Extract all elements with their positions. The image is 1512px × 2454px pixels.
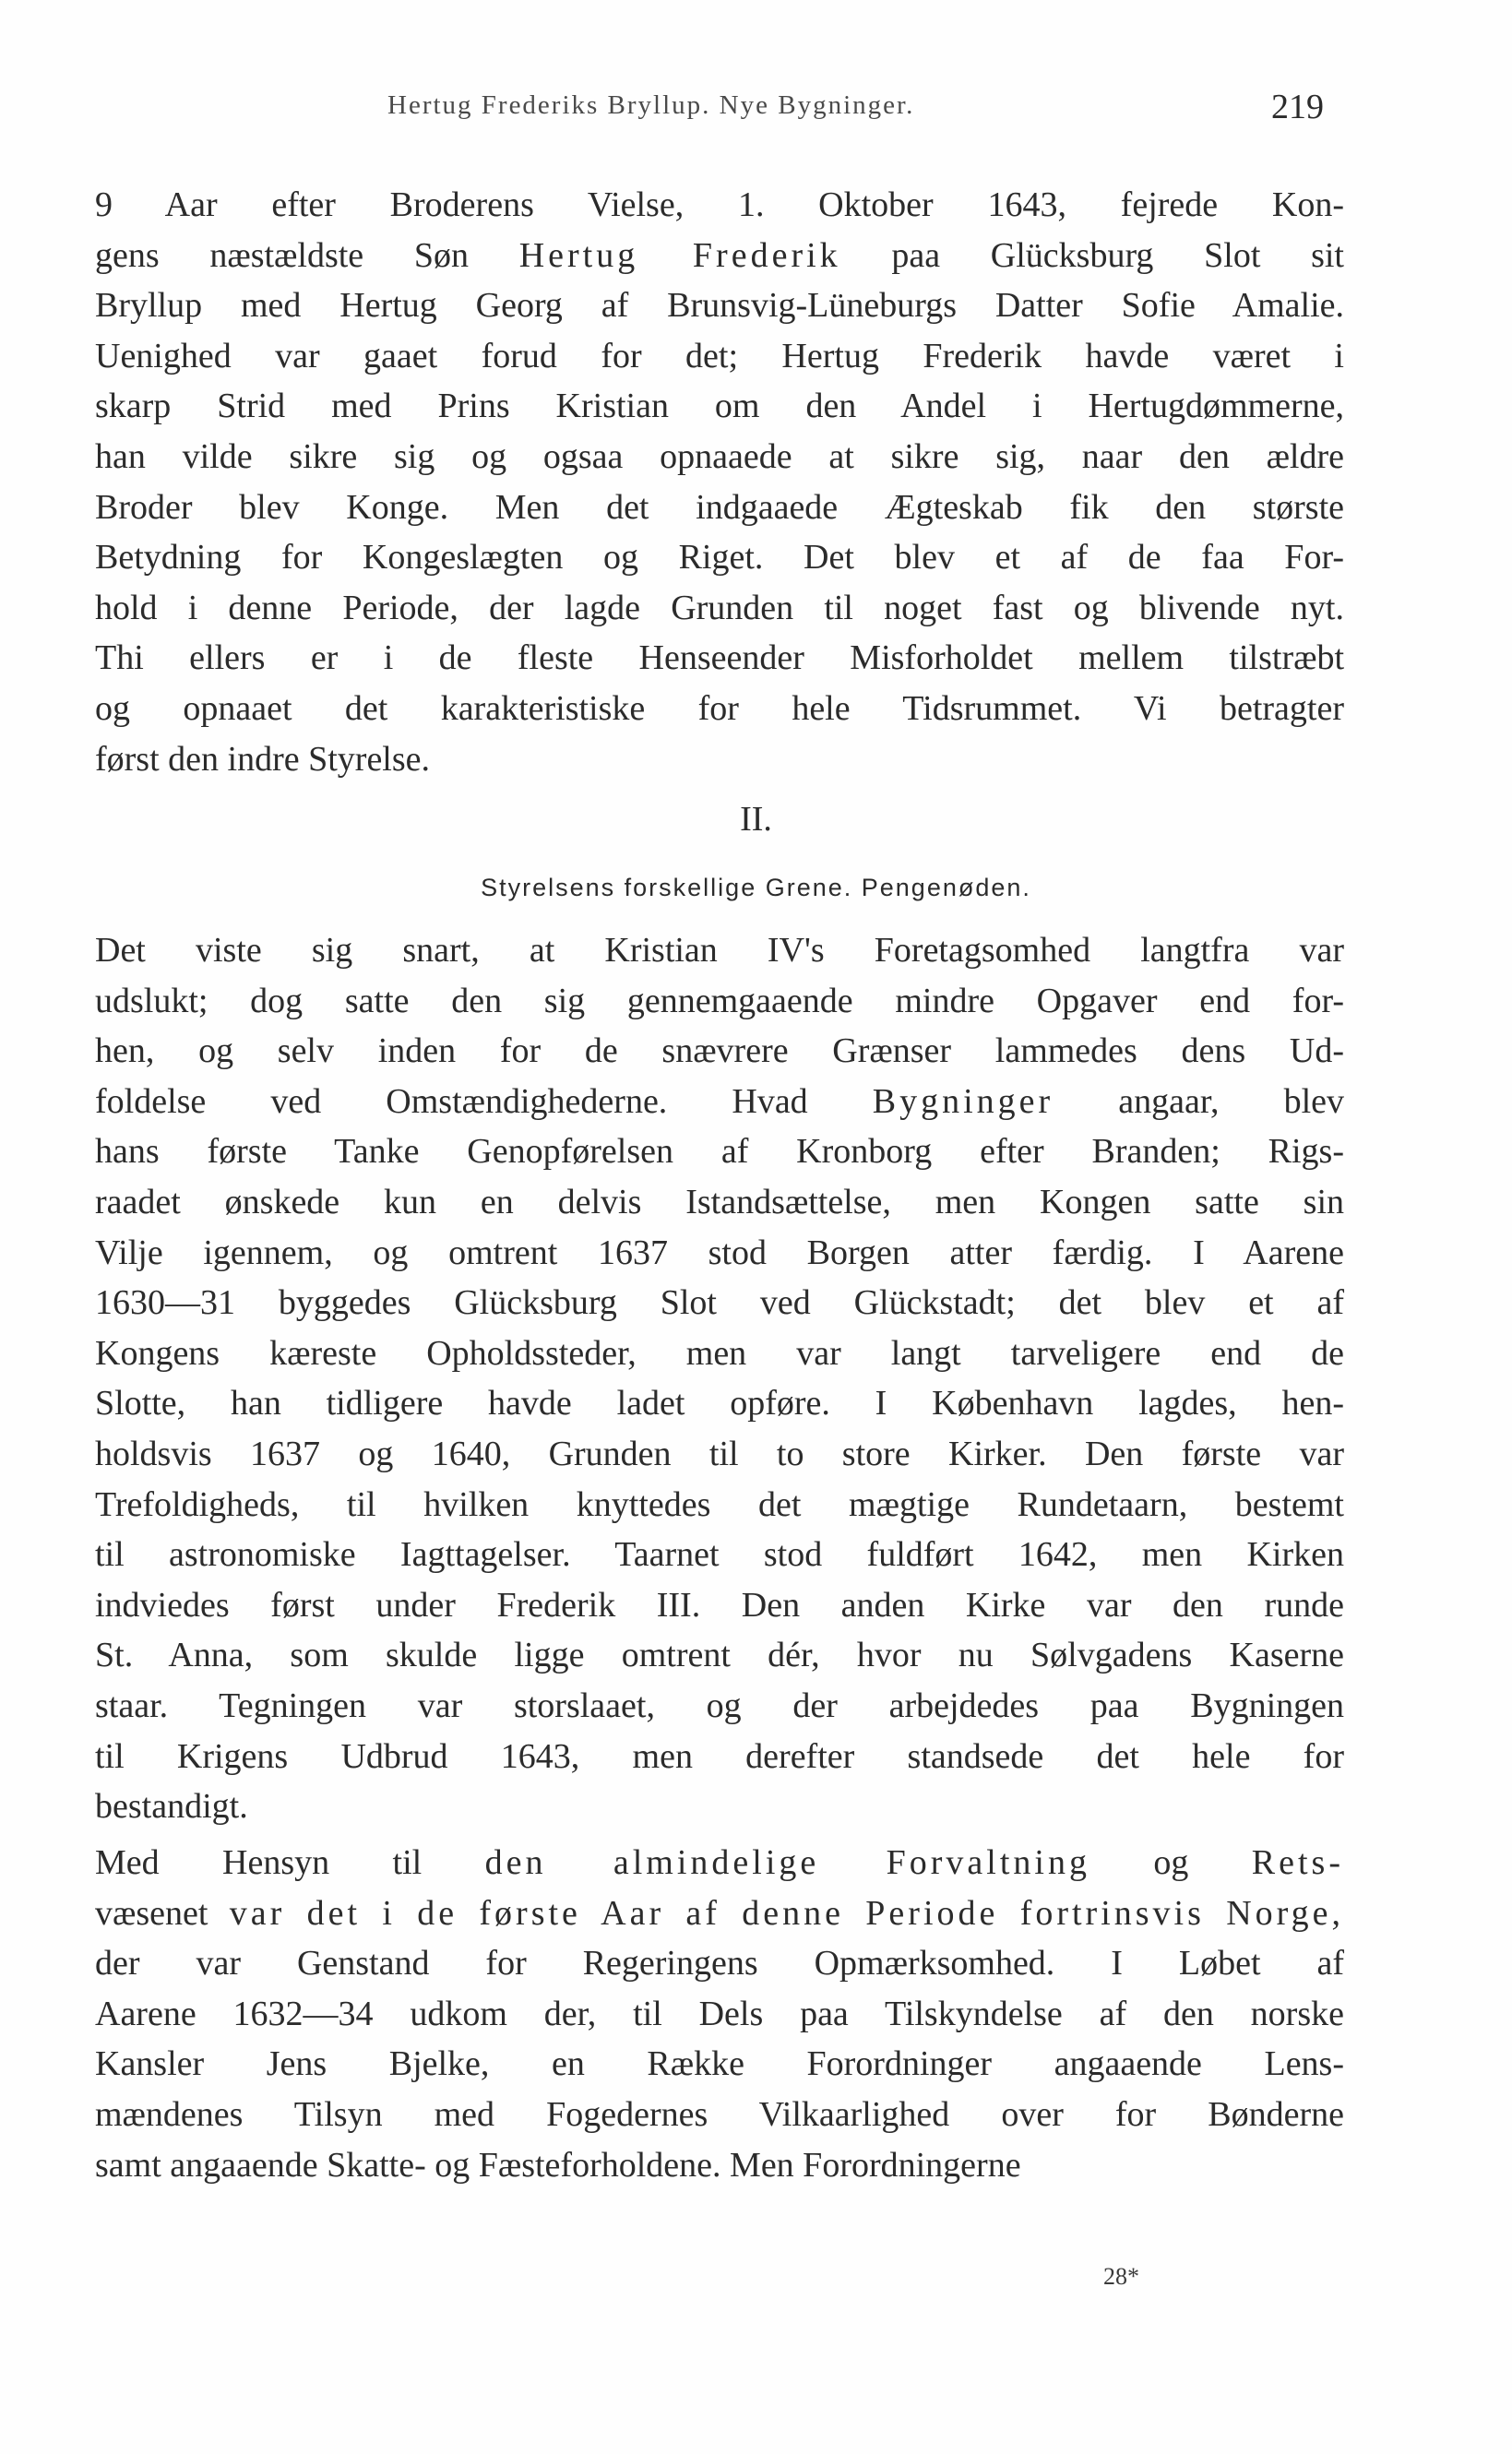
section-heading: Styrelsens forskellige Grene. Pengenøden. <box>481 874 1031 901</box>
text-line: holdsvis 1637 og 1640, Grunden til to store Kirker. Den første var <box>95 1434 1344 1473</box>
text-line: Kongens kæreste Opholdssteder, men var langt tarveligere end de <box>95 1333 1344 1373</box>
text-line: bestandigt. <box>95 1787 248 1827</box>
signature-mark: 28* <box>1103 2263 1139 2290</box>
page-number: 219 <box>1271 88 1324 126</box>
paragraph-2 <box>95 925 1344 1832</box>
text-line: indviedes først under Frederik III. Den anden Kirke var den runde <box>95 1585 1344 1625</box>
text-line: til astronomiske Iagttagelser. Taarnet stod fuldført 1642, men Kirken <box>95 1535 1344 1575</box>
text-line: Betydning for Kongeslægten og Riget. Det blev et af de faa For- <box>95 538 1344 578</box>
spaced-emphasis: Bygninger <box>872 1081 1054 1121</box>
text-line: Uenighed var gaaet forud for det; Hertug Frederik havde været i <box>95 336 1344 375</box>
paragraph-3 <box>95 1838 1344 2190</box>
text-line: Trefoldigheds, til hvilken knyttedes det mægtige Rundetaarn, bestemt <box>95 1484 1344 1524</box>
text-line: væsenet var det i de første Aar af denne Periode fortrinsvis Norge, <box>95 1893 1344 1933</box>
text-line: han vilde sikre sig og ogsaa opnaaede at sikre sig, naar den ældre <box>95 436 1344 476</box>
text-line: Det viste sig snart, at Kristian IV's Foretagsomhed langtfra var <box>95 931 1344 970</box>
text-line: hold i denne Periode, der lagde Grunden til noget fast og blivende nyt. <box>95 588 1344 627</box>
spaced-emphasis: Hertug Frederik <box>518 235 841 275</box>
text-line: udslukt; dog satte den sig gennemgaaende mindre Opgaver end for- <box>95 981 1344 1020</box>
text-line: raadet ønskede kun en delvis Istandsættelse, men Kongen satte sin <box>95 1182 1344 1221</box>
text-line: Broder blev Konge. Men det indgaaede Ægteskab fik den største <box>95 487 1344 527</box>
text-line: 1630—31 byggedes Glücksburg Slot ved Glückstadt; det blev et af <box>95 1283 1344 1323</box>
text-line: først den indre Styrelse. <box>95 739 431 779</box>
running-title: Hertug Frederiks Bryllup. Nye Bygninger. <box>387 90 915 120</box>
text-line: Thi ellers er i de fleste Henseender Misforholdet mellem tilstræbt <box>95 638 1344 678</box>
text-line: gens næstældste Søn Hertug Frederik paa Glücksburg Slot sit <box>95 235 1344 275</box>
spaced-emphasis: var det i de første Aar af denne Periode fortrinsvis Norge, <box>208 1893 1344 1933</box>
text-line: samt angaaende Skatte- og Fæsteforholdene. Men Forordningerne <box>95 2145 1021 2185</box>
text-line: foldelse ved Omstændighederne. Hvad Bygninger angaar, blev <box>95 1081 1345 1121</box>
running-head <box>0 90 1512 137</box>
spaced-emphasis: den almindelige Forvaltning <box>484 1843 1090 1882</box>
text-line: Bryllup med Hertug Georg af Brunsvig-Lüneburgs Datter Sofie Amalie. <box>95 286 1344 326</box>
text-line: hans første Tanke Genopførelsen af Kronborg efter Branden; Rigs- <box>95 1132 1344 1172</box>
text-line: Aarene 1632—34 udkom der, til Dels paa Tilskyndelse af den norske <box>95 1994 1344 2033</box>
text-line: til Krigens Udbrud 1643, men derefter standsede det hele for <box>95 1736 1344 1776</box>
text-line: der var Genstand for Regeringens Opmærksomhed. I Løbet af <box>95 1944 1344 1983</box>
text-line: Kansler Jens Bjelke, en Række Forordninger angaaende Lens- <box>95 2044 1344 2084</box>
section-number: II. <box>740 800 772 839</box>
text-line: St. Anna, som skulde ligge omtrent dér, hvor nu Sølvgadens Kaserne <box>95 1636 1344 1675</box>
spaced-emphasis: Rets- <box>1251 1843 1344 1882</box>
text-line: 9 Aar efter Broderens Vielse, 1. Oktober 1643, fejrede Kon- <box>95 185 1344 224</box>
paragraph-1 <box>95 180 1344 784</box>
text-line: Med Hensyn til den almindelige Forvaltning og Rets- <box>95 1843 1344 1882</box>
text-line: skarp Strid med Prins Kristian om den Andel i Hertugdømmerne, <box>95 387 1344 426</box>
text-line: staar. Tegningen var storslaaet, og der arbejdedes paa Bygningen <box>95 1686 1344 1725</box>
text-line: Vilje igennem, og omtrent 1637 stod Borgen atter færdig. I Aarene <box>95 1233 1344 1272</box>
text-line: og opnaaet det karakteristiske for hele Tidsrummet. Vi betragter <box>95 688 1344 728</box>
text-line: Slotte, han tidligere havde ladet opføre. I København lagdes, hen- <box>95 1384 1344 1424</box>
text-line: mændenes Tilsyn med Fogedernes Vilkaarlighed over for Bønderne <box>95 2094 1344 2134</box>
text-line: hen, og selv inden for de snævrere Grænser lammedes dens Ud- <box>95 1031 1344 1071</box>
